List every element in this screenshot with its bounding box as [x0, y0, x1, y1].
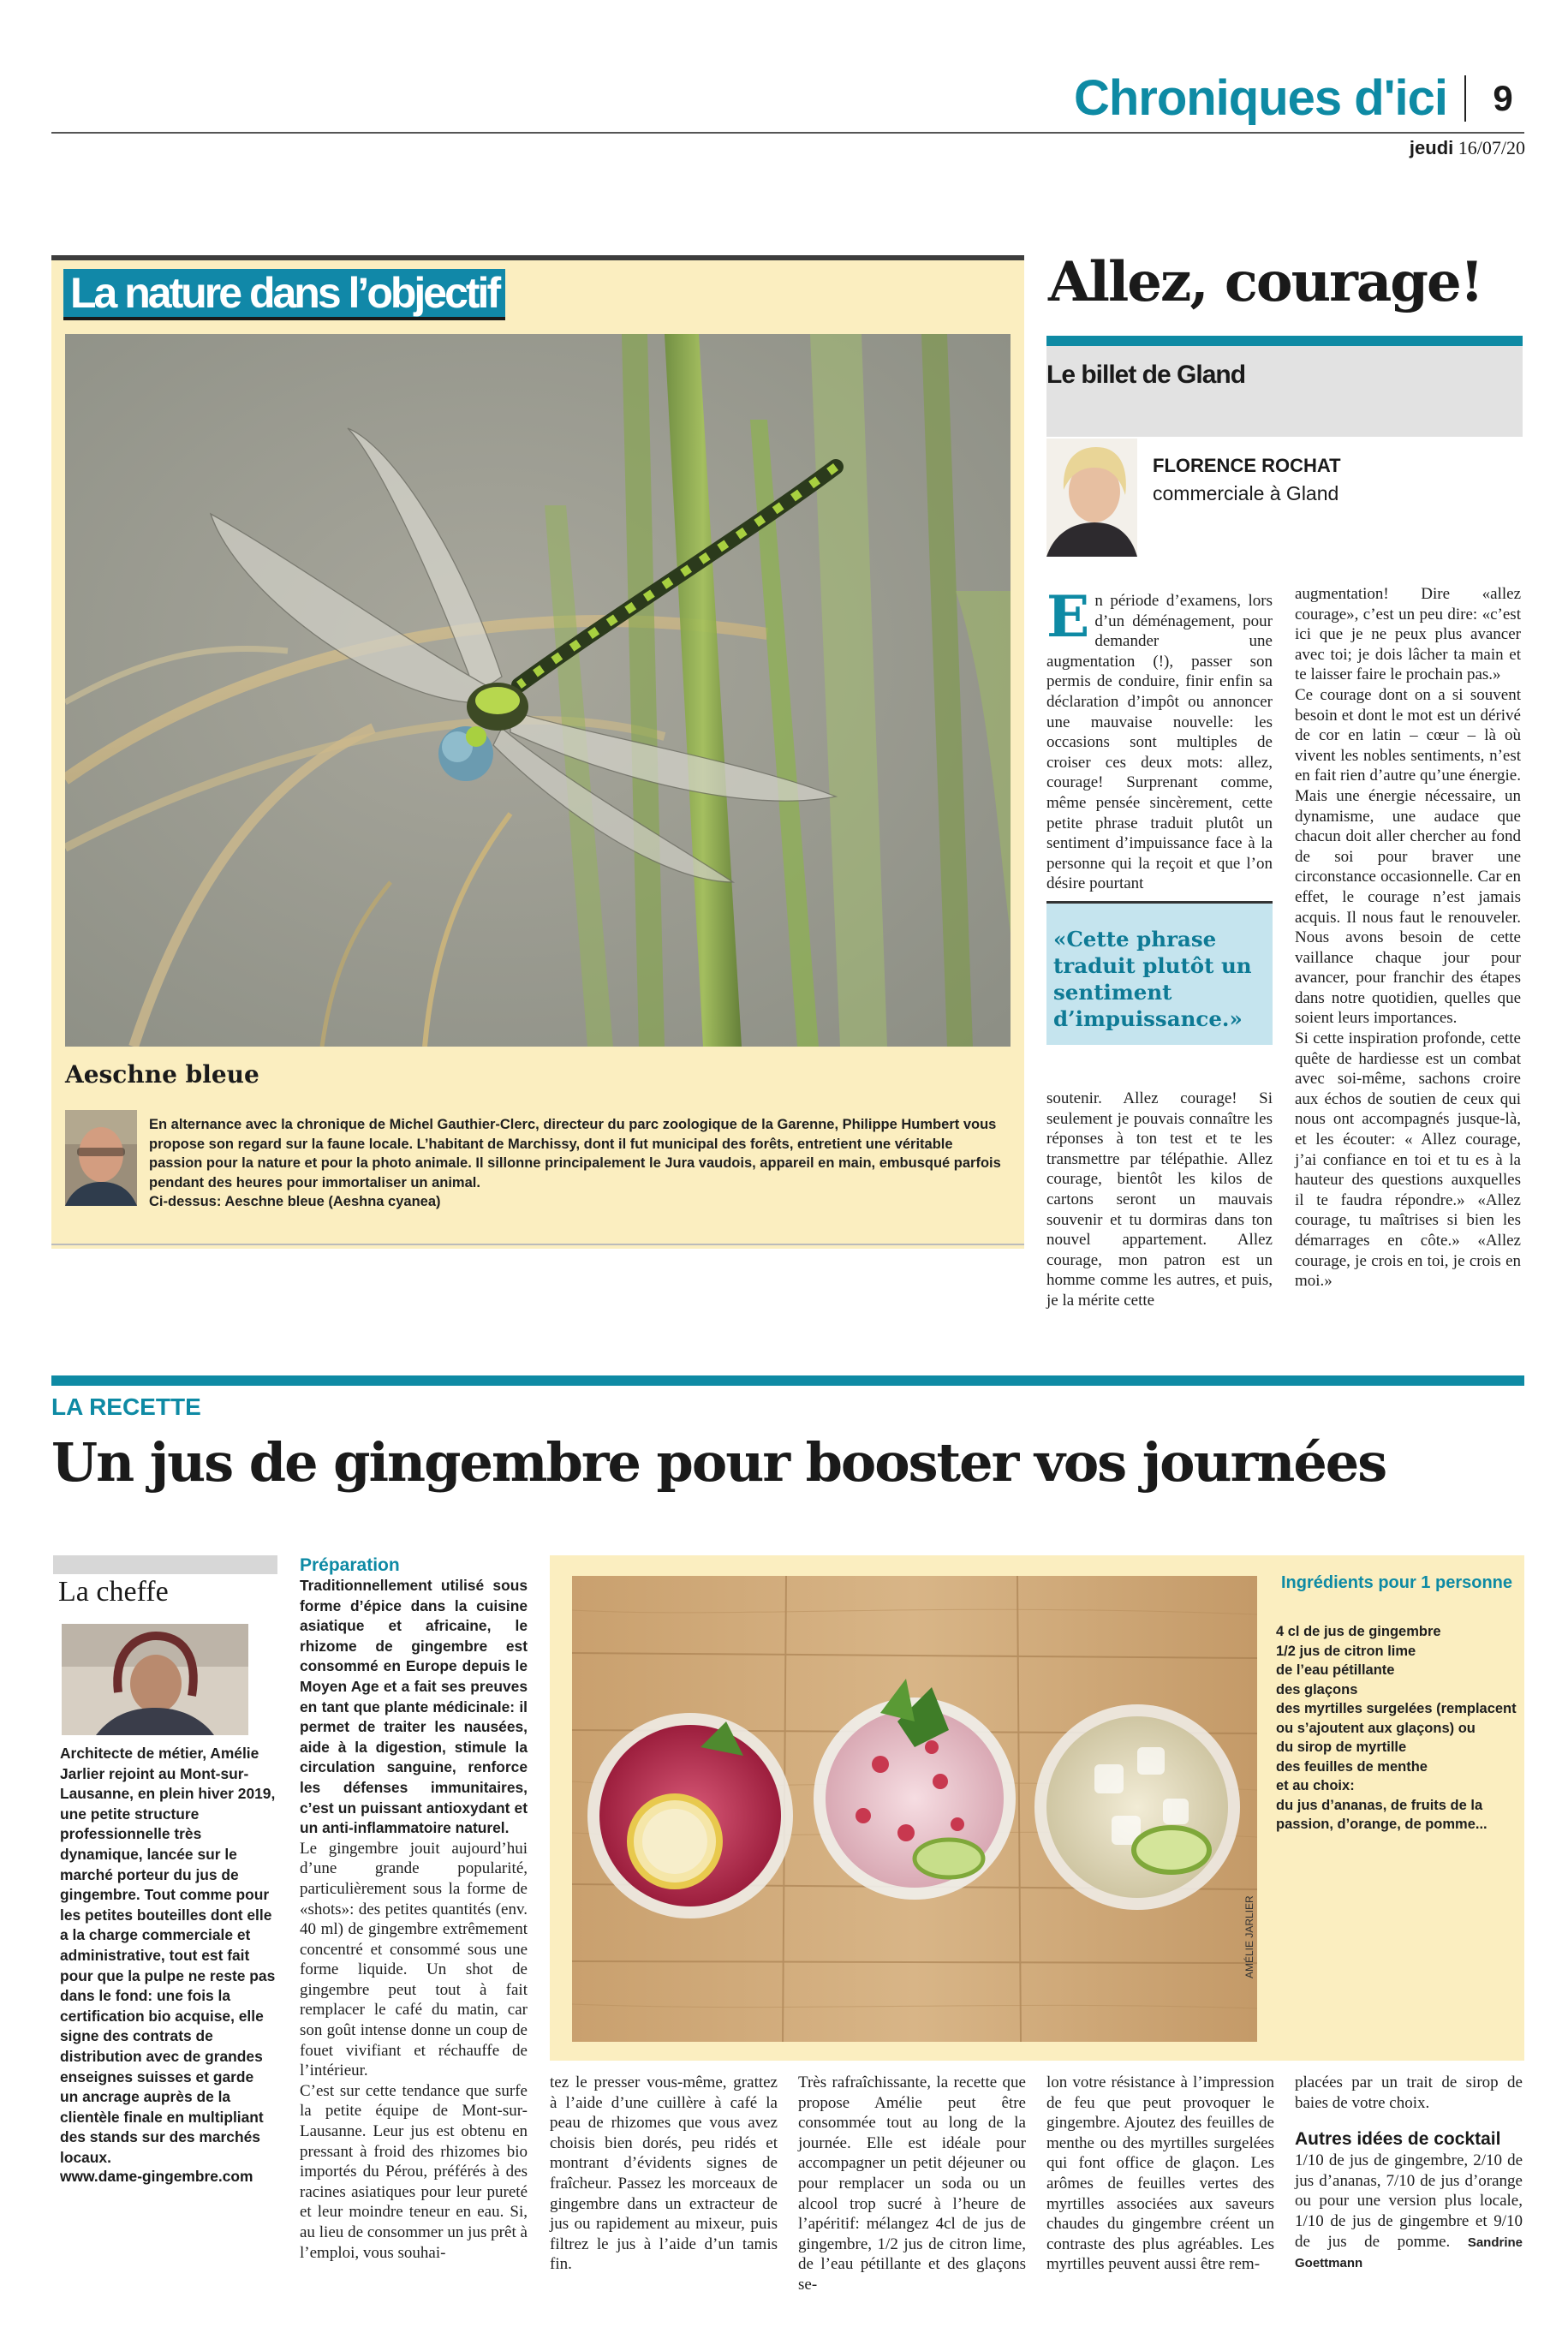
prep-p2: C’est sur cette tendance que surfe la petite équipe de Mont-sur-Lausanne. Leur jus est obtenu en pressant à froid des rhizomes bio importés du Pérou, préférés à des racines asiatiques pour leur pureté et leur moindre teneur en eau. Si, au lieu de consommer un jus prêt à l’emploi, vous souhai-	[300, 2081, 528, 2262]
nature-banner-text: La nature dans l’objectif	[70, 269, 499, 317]
recette-col6-text: placées par un trait de sirop de baies de votre choix.	[1295, 2073, 1523, 2112]
nature-banner	[63, 269, 505, 320]
billet-column-1-top	[1046, 583, 1273, 894]
header-rule	[51, 132, 1524, 134]
billet-title: Allez, courage!	[1048, 250, 1482, 314]
header-separator	[1464, 75, 1466, 122]
nature-bottom-rule	[51, 1244, 1024, 1245]
nature-box	[51, 255, 1024, 1249]
ingredient-item: des glaçons	[1276, 1681, 1358, 1698]
autres-title: Autres idées de cocktail	[1295, 2129, 1501, 2150]
ingredient-item: 1/2 jus de citron lime	[1276, 1643, 1416, 1659]
dragonfly-photo	[65, 334, 1011, 1047]
billet-kicker: Le billet de Gland	[1046, 361, 1246, 389]
billet-quote-box	[1046, 901, 1273, 1045]
ingredients-box	[1269, 1555, 1524, 2061]
billet-col2-p2: Ce courage dont on a si souvent besoin et dont le mot est un dérivé de cor en latin – cœur – là où vivent les nobles sentiments, n’est en fait rien d’autre qu’une énergie. Mais une énergie nécessaire, un dynamisme, une audace que chacun doit aller chercher au fond de soi pour braver une circonstance occasionnelle. Car en effet, le courage n’est jamais acquis. Il nous faut le renouveler. Nous avons besoin de cette vaillance chaque jour pour avancer, pour franchir des étapes dans notre quotidien, quelles que soient leurs importances.	[1295, 685, 1521, 1028]
ingredient-item: du jus d’ananas, de fruits de la passion, d’orange, de pomme...	[1276, 1797, 1488, 1832]
page-number: 9	[1493, 78, 1513, 118]
section-header	[51, 69, 1524, 137]
autres-text-body: 1/10 de jus de gingembre, 2/10 de jus d’ananas, 7/10 de jus d’orange ou pour une version plus locale, 1/10 de jus de gingembre et 9/10 de jus de pomme.	[1295, 2151, 1523, 2251]
ingredient-item: 4 cl de jus de gingembre	[1276, 1624, 1441, 1639]
billet-col1-bottom-text: soutenir. Allez courage! Si seulement je pouvais connaître les réponses à ton test et te les transmettre par télépathie. Allez courage, bientôt les kilos de cartons seront un mauvais souvenir et tu dormiras dans ton nouvel appartement. Allez courage, mon patron est un homme comme les autres, et puis, je la mérite cette	[1046, 1089, 1273, 1310]
issue-weekday: jeudi	[1409, 137, 1454, 158]
ingredients-list	[1276, 1622, 1519, 1835]
prep-column	[300, 1555, 528, 2263]
issue-date-value: 16/07/20	[1458, 137, 1525, 158]
recette-col-5: lon votre résistance à l’impression de feu que peut provoquer le gingembre. Ajoutez des feuilles de menthe ou des myrtilles surgelées qui font office de glaçon. Les arômes de feuilles vertes des myrtilles associées aux saveurs chaudes du gingembre créent un contraste des plus agréables. Les myrtilles peuvent aussi être rem-	[1046, 2073, 1274, 2274]
billet-kicker-box	[1046, 336, 1523, 437]
author-role: commerciale à Gland	[1153, 482, 1339, 504]
recette-kicker: LA RECETTE	[51, 1393, 201, 1420]
recette-col-4: Très rafraîchissante, la recette que propose Amélie peut être consommée tout au long de la journée. Elle est idéale pour accompagner un petit déjeuner ou pour remplacer un soda ou un alcool trop sucré à l’heure de l’apéritif: mélangez 4cl de jus de gingembre, 1/2 jus de citron lime, de l’eau pétillante et des glaçons se-	[798, 2073, 1026, 2294]
author-name: FLORENCE ROCHAT	[1153, 455, 1341, 476]
cheffe-label: La cheffe	[58, 1576, 169, 1608]
cheffe-link[interactable]: www.dame-gingembre.com	[60, 2168, 253, 2185]
prep-intro: Traditionnellement utilisé sous forme d’épice dans la cuisine asiatique et africaine, le rhizome de gingembre est consommé en Europe depuis le Moyen Age et a fait ses preuves en tant que plante médicinale: il permet de traiter les nausées, aide à la digestion, stimule la circulation sanguine, renforce les défenses immunitaires, c’est un puissant antioxydant et un anti-inflammatoire naturel.	[300, 1577, 528, 1837]
billet-kicker-rule	[1046, 336, 1523, 346]
billet-column-2	[1295, 584, 1521, 1292]
billet-quote: «Cette phrase traduit plutôt un sentiment d’impuissance.»	[1053, 927, 1252, 1031]
ingredient-item: de l’eau pétillante	[1276, 1662, 1395, 1678]
billet-col2-p3: Si cette inspiration profonde, cette quête de hardiesse est un combat avec soi-même, sachons croire aux échos de soutien de ceux qui nous ont accompagnés jusque-là, et les écouter: « Allez courage, j’ai confiance en toi et tu es à la hauteur des questions auxquelles il te faudra répondre.» «Allez courage, tu maîtrises si bien les démarrages en côte.» «Allez courage, je crois en toi, je crois en moi.»	[1295, 1029, 1521, 1291]
nature-caption-text: En alternance avec la chronique de Michel Gauthier-Clerc, directeur du parc zoologique de la Garenne, Philippe Humbert vous propose son regard sur la faune locale. L’habitant de Marchissy, dont il fut municipal des forêts, entretient une véritable passion pour la nature et pour la photo animale. Il sillonne principalement le Jura vaudois, appareil en main, embusqué parfois pendant des heures pour immortaliser un animal.	[149, 1117, 1001, 1190]
nature-caption-credit: Ci-dessus: Aeschne bleue (Aeshna cyanea)	[149, 1194, 441, 1209]
article-author: Sandrine Goettmann	[1295, 2235, 1523, 2271]
recette-col-3: tez le presser vous-même, grattez à l’aide d’une cuillère à café la peau de rhizomes que vous avez choisis bien dorés, peu ridés et montrant d’évidents signes de fraîcheur. Passez les morceaux de gingembre dans un extracteur de jus ou rapidement au mixeur, puis filtrez le jus à l’aide d’un tamis fin.	[550, 2073, 778, 2274]
prep-p1: Le gingembre jouit aujourd’hui d’une grande popularité, particulièrement sous la forme de «shots»: des petites quantités (env. 40 ml) de gingembre extrêmement concentré et consommé sous une forme liquide. Un shot de gingembre peut tout à fait remplacer le café du matin, car son goût intense donne un coup de fouet vivifiant et réchauffe de l’intérieur.	[300, 1839, 528, 2080]
photographer-portrait	[65, 1110, 137, 1206]
author-portrait	[1046, 439, 1137, 557]
issue-date	[1410, 137, 1525, 159]
recette-title: Un jus de gingembre pour booster vos journées	[51, 1431, 1386, 1494]
nature-caption-block	[149, 1115, 1005, 1212]
cocktail-photo	[572, 1576, 1257, 2042]
ingredients-title: Ingrédients pour 1 personne	[1280, 1573, 1513, 1592]
recette-col-6	[1295, 2073, 1523, 2274]
autres-text	[1295, 2151, 1523, 2274]
recette-top-rule	[51, 1375, 1524, 1386]
nature-top-rule	[51, 255, 1024, 260]
nature-caption-title: Aeschne bleue	[65, 1060, 259, 1089]
prep-label: Préparation	[300, 1555, 400, 1575]
cheffe-portrait	[62, 1624, 248, 1735]
billet-dropcap: E	[1046, 583, 1090, 650]
ingredient-item: et au choix:	[1276, 1778, 1355, 1793]
billet-col2-p1: augmentation! Dire «allez courage», c’est un peu dire: «c’est ici que je ne peux plus avancer avec toi; je dois lâcher ta main et te laisser faire le prochain pas.»	[1295, 585, 1521, 684]
ingredient-item: du sirop de myrtille	[1276, 1739, 1407, 1755]
cheffe-label-box	[53, 1555, 277, 1627]
billet-col1-top-text: n période d’examens, lors d’un déménagement, pour demander une augmentation (!), passer son permis de conduire, finir enfin sa déclaration d’impôt ou annoncer une mauvaise nouvelle: les occasions sont multiples de croiser ces deux mots: allez, courage! Surprenant comme, même pensée sincèrement, cette petite phrase traduit plutôt un sentiment d’impuissance face à la personne qui la reçoit et que l’on désire pourtant	[1046, 592, 1273, 893]
ingredient-item: des myrtilles surgelées (remplacent ou s’ajoutent aux glaçons) ou	[1276, 1701, 1517, 1736]
cheffe-text: Architecte de métier, Amélie Jarlier rejoint au Mont-sur-Lausanne, en plein hiver 2019, une petite structure professionnelle très dynamique, lancée sur le marché porteur du jus de gingembre. Tout comme pour les petites bouteilles dont elle a la charge commerciale et administrative, tout est fait pour que la pulpe ne reste pas dans le fond: une fois la certification bio acquise, elle signe des contrats de distribution avec de grandes enseignes suisses et garde un ancrage auprès de la clientèle finale en multipliant des stands sur des marchés locaux.	[60, 1745, 276, 2166]
photo-credit: AMÉLIE JARLIER	[1243, 1895, 1255, 1978]
section-title: Chroniques d'ici	[1073, 70, 1447, 126]
ingredient-item: des feuilles de menthe	[1276, 1758, 1428, 1775]
